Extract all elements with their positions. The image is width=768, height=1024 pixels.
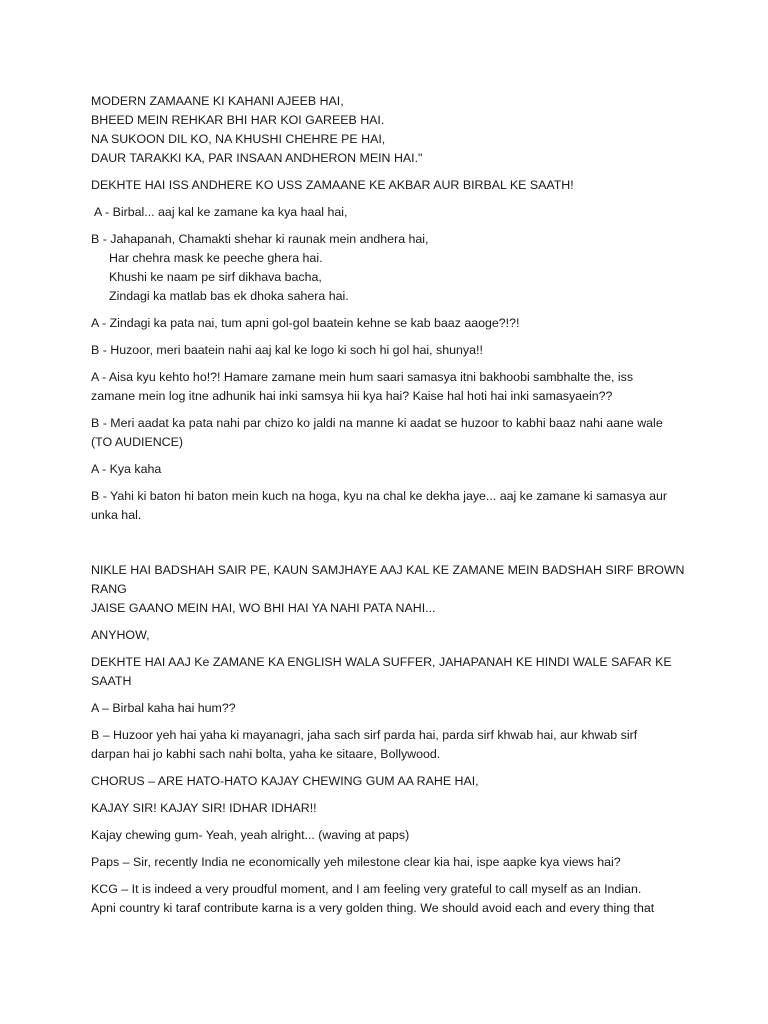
dialogue-paragraph: KAJAY SIR! KAJAY SIR! IDHAR IDHAR!!	[91, 801, 317, 815]
poem-line: MODERN ZAMAANE KI KAHANI AJEEB HAI,	[91, 94, 344, 108]
dialogue-paragraph: ANYHOW,	[91, 628, 150, 642]
dialogue-paragraph: A - Kya kaha	[91, 462, 162, 476]
document-page	[91, 92, 691, 926]
dialogue-paragraph: Kajay chewing gum- Yeah, yeah alright... (waving at paps)	[91, 828, 410, 842]
poem-line: NA SUKOON DIL KO, NA KHUSHI CHEHRE PE HAI,	[91, 132, 386, 146]
indented-verse-line: Khushi ke naam pe sirf dikhava bacha,	[109, 270, 322, 284]
scene-heading: DEKHTE HAI AAJ Ke ZAMANE KA ENGLISH WALA SUFFER, JAHAPANAH KE HINDI WALE SAFAR KE SAATH	[91, 655, 672, 688]
poem-stanza	[91, 92, 691, 168]
dialogue-paragraph: A - Birbal... aaj kal ke zamane ka kya haal hai,	[94, 205, 348, 219]
indented-verse-line: Har chehra mask ke peeche ghera hai.	[109, 251, 323, 265]
dialogue-paragraph: CHORUS – ARE HATO-HATO KAJAY CHEWING GUM AA RAHE HAI,	[91, 774, 479, 788]
dialogue-paragraph: B - Huzoor, meri baatein nahi aaj kal ke logo ki soch hi gol hai, shunya!!	[91, 343, 483, 357]
poem-line: BHEED MEIN REHKAR BHI HAR KOI GAREEB HAI.	[91, 113, 385, 127]
dialogue-paragraph: B - Meri aadat ka pata nahi par chizo ko jaldi na manne ki aadat se huzoor to kabhi baaz nahi aane wale (TO AUDIENCE)	[91, 416, 663, 449]
dialogue-paragraph: KCG – It is indeed a very proudful moment, and I am feeling very grateful to call myself as an Indian. Apni country ki taraf contribute karna is a very golden thing. We should avoid each and every thing that	[91, 882, 655, 915]
intro-line: DEKHTE HAI ISS ANDHERE KO USS ZAMAANE KE AKBAR AUR BIRBAL KE SAATH!	[91, 178, 574, 192]
indented-verse-line: Zindagi ka matlab bas ek dhoka sahera hai.	[109, 289, 349, 303]
dialogue-paragraph: Paps – Sir, recently India ne economically yeh milestone clear kia hai, ispe aapke kya views hai?	[91, 855, 621, 869]
dialogue-paragraph: B - Yahi ki baton hi baton mein kuch na hoga, kyu na chal ke dekha jaye... aaj ke zamane ki samasya aur unka hal.	[91, 489, 668, 522]
dialogue-paragraph: A - Zindagi ka pata nai, tum apni gol-gol baatein kehne se kab baaz aaoge?!?!	[91, 316, 520, 330]
dialogue-paragraph: A - Aisa kyu kehto ho!?! Hamare zamane mein hum saari samasya itni bakhoobi sambhalte the, iss zamane mein log itne adhunik hai inki samsya hii kya hai? Kaise hal hoti hai inki samasyaein??	[91, 370, 634, 403]
dialogue-paragraph: B - Jahapanah, Chamakti shehar ki raunak mein andhera hai, Har chehra mask ke peeche ghera hai. Khushi ke naam pe sirf dikhava bacha, Zindagi ka matlab bas ek dhoka sahera hai.	[91, 230, 691, 306]
dialogue-paragraph: B – Huzoor yeh hai yaha ki mayanagri, jaha sach sirf parda hai, parda sirf khwab hai, aur khwab sirf darpan hai jo kabhi sach nahi bolta, yaha ke sitaare, Bollywood.	[91, 728, 638, 761]
scene-heading: NIKLE HAI BADSHAH SAIR PE, KAUN SAMJHAYE AAJ KAL KE ZAMANE MEIN BADSHAH SIRF BROWN RANG JAISE GAANO MEIN HAI, WO BHI HAI YA NAHI PATA NAHI...	[91, 563, 685, 615]
poem-line: DAUR TARAKKI KA, PAR INSAAN ANDHERON MEIN HAI."	[91, 151, 423, 165]
dialogue-paragraph: A – Birbal kaha hai hum??	[91, 701, 236, 715]
